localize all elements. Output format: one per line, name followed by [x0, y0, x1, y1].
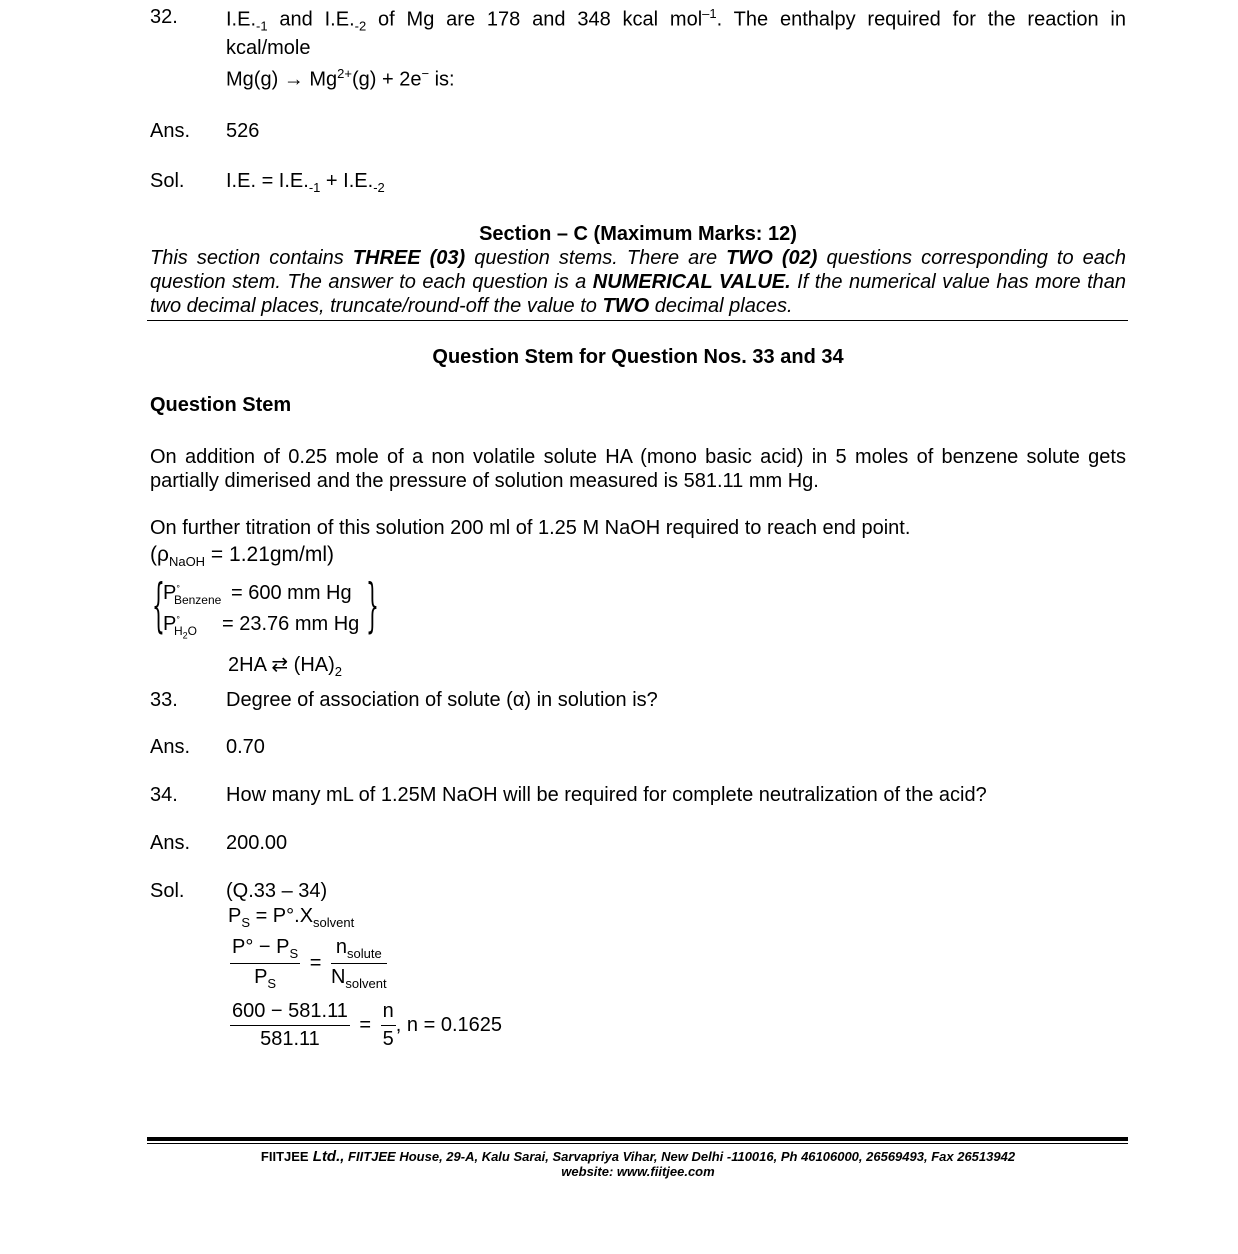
footer-address: FIITJEE Ltd., FIITJEE House, 29-A, Kalu Sarai, Sarvapriya Vihar, New Delhi -110016, Ph 46106000, 26569493, Fax 26513942	[260, 1148, 1016, 1165]
answer-value: 200.00	[226, 832, 288, 854]
question-text: Degree of association of solute (α) in solution is?	[226, 689, 658, 711]
benzene-vapour-pressure-value: = 600 mm Hg	[231, 582, 352, 604]
stem-subheading: Question Stem	[150, 394, 292, 416]
benzene-vapour-pressure: $P^\circ_{Benzene}$	[163, 582, 222, 607]
footer-divider-thin	[147, 1143, 1128, 1144]
answer-value: 526	[226, 120, 260, 142]
solution-label: Sol.	[150, 880, 185, 902]
reaction-equation: $Mg(g) \to Mg^{2+}(g) + 2e^-$ is:	[226, 66, 455, 91]
question-text: $I.E._{-1}$ and $I.E._{-2}$ of Mg are 178 and 348 kcal mol$^{-1}$. The enthalpy required for the reaction in	[226, 6, 1126, 34]
section-instructions: This section contains THREE (03) question stems. There are TWO (02) questions corresponding to each question stem. The answer to each question is a NUMERICAL VALUE. If the numerical value has more than two decimal places, truncate/round-off the value to TWO decimal places.	[150, 247, 1127, 317]
question-text: How many mL of 1.25M NaOH will be required for complete neutralization of the acid?	[226, 784, 987, 806]
solution-formula: I.E. = $I.E._{-1} + I.E._{-2}$	[226, 170, 385, 195]
question-number: 33.	[150, 689, 178, 711]
raoult-law-equation: $P_S = P^\circ.X_{solvent}$	[228, 905, 355, 930]
water-vapour-pressure-value: = 23.76 mm Hg	[222, 613, 360, 635]
answer-label: Ans.	[150, 736, 191, 758]
question-number: 32.	[150, 6, 178, 28]
section-heading: Section – C (Maximum Marks: 12)	[479, 223, 797, 245]
question-number: 34.	[150, 784, 178, 806]
stem-paragraph-2: On further titration of this solution 200 ml of 1.25 M NaOH required to reach end point.	[150, 517, 911, 539]
water-vapour-pressure: $P^\circ_{H_2O}$	[163, 613, 197, 641]
answer-label: Ans.	[150, 832, 191, 854]
left-brace: {	[151, 571, 165, 639]
footer-website: website: www.fiitjee.com	[561, 1164, 715, 1179]
section-divider	[147, 320, 1128, 321]
dimerisation-equilibrium: 2HA ⇄ $(HA)_2$	[228, 654, 343, 679]
footer-divider-thick	[147, 1137, 1128, 1141]
moles-calculation: $\frac{600 - 581.11}{581.11}$ = $\frac{n}{5}$ , n = 0.1625	[232, 1000, 502, 1050]
relative-lowering-equation: $\frac{P^\circ - P_S}{P_S}$ = $\frac{n_{solute}}{N_{solvent}}$	[232, 936, 387, 991]
question-text-line2: kcal/mole	[226, 37, 311, 59]
right-brace: }	[365, 571, 379, 639]
solution-reference: (Q.33 – 34)	[226, 880, 328, 902]
answer-value: 0.70	[226, 736, 265, 758]
stem-paragraph-1: On addition of 0.25 mole of a non volatile solute HA (mono basic acid) in 5 moles of benzene solute gets partially dimerised and the pressure of solution measured is 581.11 mm Hg.	[150, 446, 1126, 492]
solution-label: Sol.	[150, 170, 185, 192]
density-note: $(\rho_{NaOH} = 1.21gm/ml)$	[150, 543, 335, 570]
stem-heading: Question Stem for Question Nos. 33 and 34	[432, 346, 844, 368]
answer-label: Ans.	[150, 120, 191, 142]
